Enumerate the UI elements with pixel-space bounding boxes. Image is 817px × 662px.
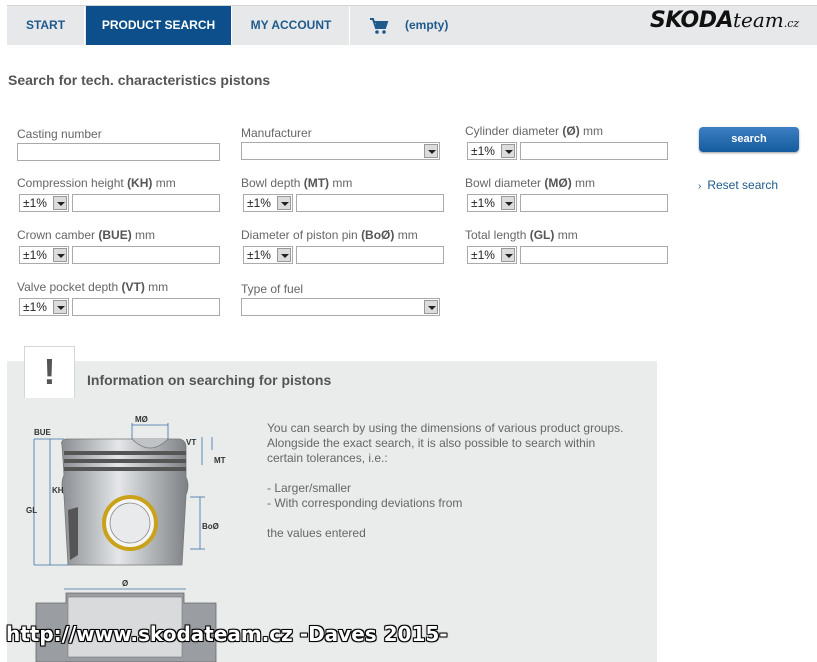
valve-pocket-depth-input[interactable] <box>72 298 220 316</box>
compression-height-label: Compression height (KH) mm <box>17 176 176 190</box>
chevron-down-icon <box>501 248 515 262</box>
cylinder-diameter-label: Cylinder diameter (Ø) mm <box>465 124 604 138</box>
diagram-label-gl: GL <box>26 506 38 515</box>
cylinder-diameter-input[interactable] <box>520 142 668 160</box>
manufacturer-select[interactable] <box>241 142 440 160</box>
chevron-down-icon <box>424 144 438 158</box>
cylinder-diameter-tolerance[interactable]: ±1% <box>467 142 517 160</box>
reset-search-link[interactable]: › Reset search <box>698 178 779 192</box>
compression-height-input[interactable] <box>72 194 220 212</box>
type-of-fuel-label: Type of fuel <box>241 282 304 296</box>
piston-pin-diameter-label: Diameter of piston pin (BoØ) mm <box>241 228 418 242</box>
diagram-label-o: Ø <box>122 579 129 588</box>
bowl-diameter-input[interactable] <box>520 194 668 212</box>
tab-start[interactable]: START <box>7 6 85 45</box>
type-of-fuel-select[interactable] <box>241 298 440 316</box>
bowl-depth-label: Bowl depth (MT) mm <box>241 176 353 190</box>
diagram-label-boo: BoØ <box>202 522 219 531</box>
info-title: Information on searching for pistons <box>87 372 332 388</box>
watermark: http://www.skodateam.cz -Daves 2015- <box>6 622 448 646</box>
info-paragraph: You can search by using the dimensions of various product groups. Alongside the exact search, it is also possible to search within certain tolerances, i.e.: <box>267 421 624 465</box>
crown-camber-tolerance[interactable]: ±1% <box>19 246 69 264</box>
page-title: Search for tech. characteristics pistons <box>8 72 271 88</box>
valve-pocket-depth-tolerance[interactable]: ±1% <box>19 298 69 316</box>
diagram-label-mt: MT <box>214 456 226 465</box>
compression-height-tolerance[interactable]: ±1% <box>19 194 69 212</box>
bowl-diameter-tolerance[interactable]: ±1% <box>467 194 517 212</box>
bowl-depth-tolerance[interactable]: ±1% <box>243 194 293 212</box>
piston-pin-diameter-tolerance[interactable]: ±1% <box>243 246 293 264</box>
chevron-down-icon <box>53 248 67 262</box>
diagram-label-kh: KH <box>52 486 64 495</box>
chevron-down-icon <box>501 196 515 210</box>
valve-pocket-depth-label: Valve pocket depth (VT) mm <box>17 280 169 294</box>
logo-brand: SKODA <box>650 8 733 33</box>
casting-number-input[interactable] <box>17 143 220 161</box>
crown-camber-input[interactable] <box>72 246 220 264</box>
exclamation-icon: ! <box>24 346 75 398</box>
chevron-down-icon <box>277 248 291 262</box>
total-length-input[interactable] <box>520 246 668 264</box>
tab-my-account[interactable]: MY ACCOUNT <box>233 6 350 45</box>
chevron-right-icon: › <box>698 181 702 192</box>
tab-product-search[interactable]: PRODUCT SEARCH <box>86 6 232 45</box>
logo-suffix: team <box>732 8 784 32</box>
chevron-down-icon <box>53 196 67 210</box>
chevron-down-icon <box>277 196 291 210</box>
casting-number-label: Casting number <box>17 127 102 141</box>
diagram-label-vt: VT <box>186 438 197 447</box>
chevron-down-icon <box>424 300 438 314</box>
bowl-diameter-label: Bowl diameter (MØ) mm <box>465 176 596 190</box>
logo-tld: .cz <box>783 17 800 30</box>
search-button[interactable]: search <box>699 127 799 152</box>
total-length-tolerance[interactable]: ±1% <box>467 246 517 264</box>
chevron-down-icon <box>53 300 67 314</box>
info-paragraph-end: the values entered <box>267 526 366 540</box>
diagram-label-bue: BUE <box>34 428 51 437</box>
total-length-label: Total length (GL) mm <box>465 228 578 242</box>
piston-pin-diameter-input[interactable] <box>296 246 444 264</box>
skodateam-logo[interactable] <box>650 8 810 36</box>
info-text <box>267 421 627 541</box>
bowl-depth-input[interactable] <box>296 194 444 212</box>
manufacturer-label: Manufacturer <box>241 126 312 140</box>
shopping-cart-icon[interactable] <box>369 17 389 35</box>
info-bullet-larger: - Larger/smaller <box>267 481 352 495</box>
cart-status[interactable]: (empty) <box>405 18 449 32</box>
chevron-down-icon <box>501 144 515 158</box>
info-bullet-deviations: - With corresponding deviations from <box>267 496 463 510</box>
crown-camber-label: Crown camber (BUE) mm <box>17 228 156 242</box>
diagram-label-mo: MØ <box>135 415 148 424</box>
